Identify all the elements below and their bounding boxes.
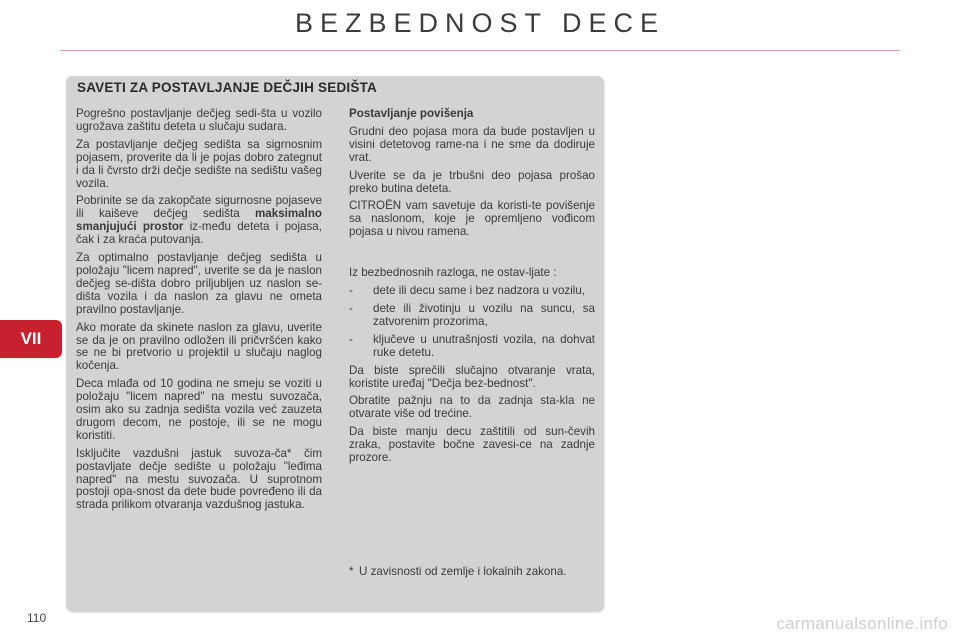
paragraph: Ako morate da skinete naslon za glavu, uverite se da je on pravilno odložen ili pričvršćen kako se ne bi pretvorio u projektil u slučaju naglog kočenja. <box>76 320 322 373</box>
right-column <box>349 108 595 470</box>
subheading: Postavljanje povišenja <box>349 107 474 120</box>
paragraph: Grudni deo pojasa mora da bude postavljen u visini detetovog rame-na i ne sme da dodiruje vrat. <box>349 124 595 164</box>
list-item-text: ključeve u unutrašnjosti vozila, na dohvat ruke detetu. <box>373 332 595 359</box>
paragraph: Obratite pažnju na to da zadnja sta-kla ne otvarate više od trećine. <box>349 394 595 421</box>
bullet-dash: - <box>349 284 353 298</box>
page-title: BEZBEDNOST DECE <box>294 8 666 38</box>
list-item-text: dete ili životinju u vozilu na suncu, sa zatvorenim prozorima, <box>373 301 595 328</box>
footnote-marker: * <box>349 565 354 578</box>
list-item-text: dete ili decu same i bez nadzora u vozilu, <box>373 284 586 298</box>
paragraph: Uverite se da je trbušni deo pojasa prošao preko butina deteta. <box>349 168 595 195</box>
chapter-tab: VII <box>0 320 62 358</box>
title-divider <box>60 50 900 51</box>
emphasis-text: maksimalno smanjujući prostor <box>76 207 322 234</box>
info-panel <box>66 76 603 611</box>
page-number: 110 <box>27 611 47 625</box>
paragraph-text: iz-među deteta i pojasa, čak i za kraća putovanja. <box>76 220 322 247</box>
paragraph: Da biste manju decu zaštitili od sun-čevih zraka, postavite bočne zavesi-ce na zadnje prozore. <box>349 425 595 465</box>
paragraph: Isključite vazdušni jastuk suvoza-ča* čim postavljate dečje sedište u položaju "leđima napred" na mestu suvozača. U suprotnom postoji opa-snost da dete bude povređeno ili da strada prilikom otvaranja vazdušnog jastuka. <box>76 446 322 512</box>
paragraph: Da biste sprečili slučajno otvaranje vrata, koristite uređaj "Dečja bez-bednost". <box>349 363 595 390</box>
paragraph: Pogrešno postavljanje dečjeg sedi-šta u vozilo ugrožava zaštitu deteta u slučaju sudara. <box>76 107 322 133</box>
list-item <box>349 303 595 329</box>
paragraph: Za postavljanje dečjeg sedišta sa sigrnosnim pojasem, proverite da li je pojas dobro zategnut i da li čvrsto drži dečje sedište na sedištu vašeg vozila. <box>76 137 322 190</box>
bullet-dash: - <box>349 301 353 315</box>
paragraph: Deca mlađa od 10 godina ne smeju se voziti u položaju "licem napred" na mestu suvozača, osim ako su zadnja sedišta vozila već zauzeta drugom decom, ne postoje, ili se ne mogu koristiti. <box>76 377 322 442</box>
paragraph-belts <box>76 195 322 247</box>
panel-title: SAVETI ZA POSTAVLJANJE DEČJIH SEDIŠTA <box>77 80 377 95</box>
footnote <box>349 566 595 579</box>
paragraph-text: Pobrinite se da zakopčate sigurnosne pojaseve ili kaiševe dečjeg sedišta <box>76 194 322 221</box>
paragraph: CITROËN vam savetuje da koristi-te povišenje sa naslonom, koje je opremljeno vođicom pojasa u nivou ramena. <box>349 199 595 239</box>
footnote-text: U zavisnosti od zemlje i lokalnih zakona. <box>359 565 567 578</box>
left-column <box>76 108 322 517</box>
watermark: carmanualsonline.info <box>776 614 948 633</box>
list-item <box>349 334 595 360</box>
bullet-dash: - <box>349 332 353 346</box>
paragraph: Za optimalno postavljanje dečjeg sedišta u položaju "licem napred", uverite se da je naslon dečjeg se-dišta dobro priljubljen uz naslon se-dišta vozila i da naslon za glavu ne ometa pravilno postavljanje. <box>76 251 322 316</box>
paragraph: Iz bezbednosnih razloga, ne ostav-ljate : <box>349 266 557 280</box>
list-item <box>349 285 595 298</box>
